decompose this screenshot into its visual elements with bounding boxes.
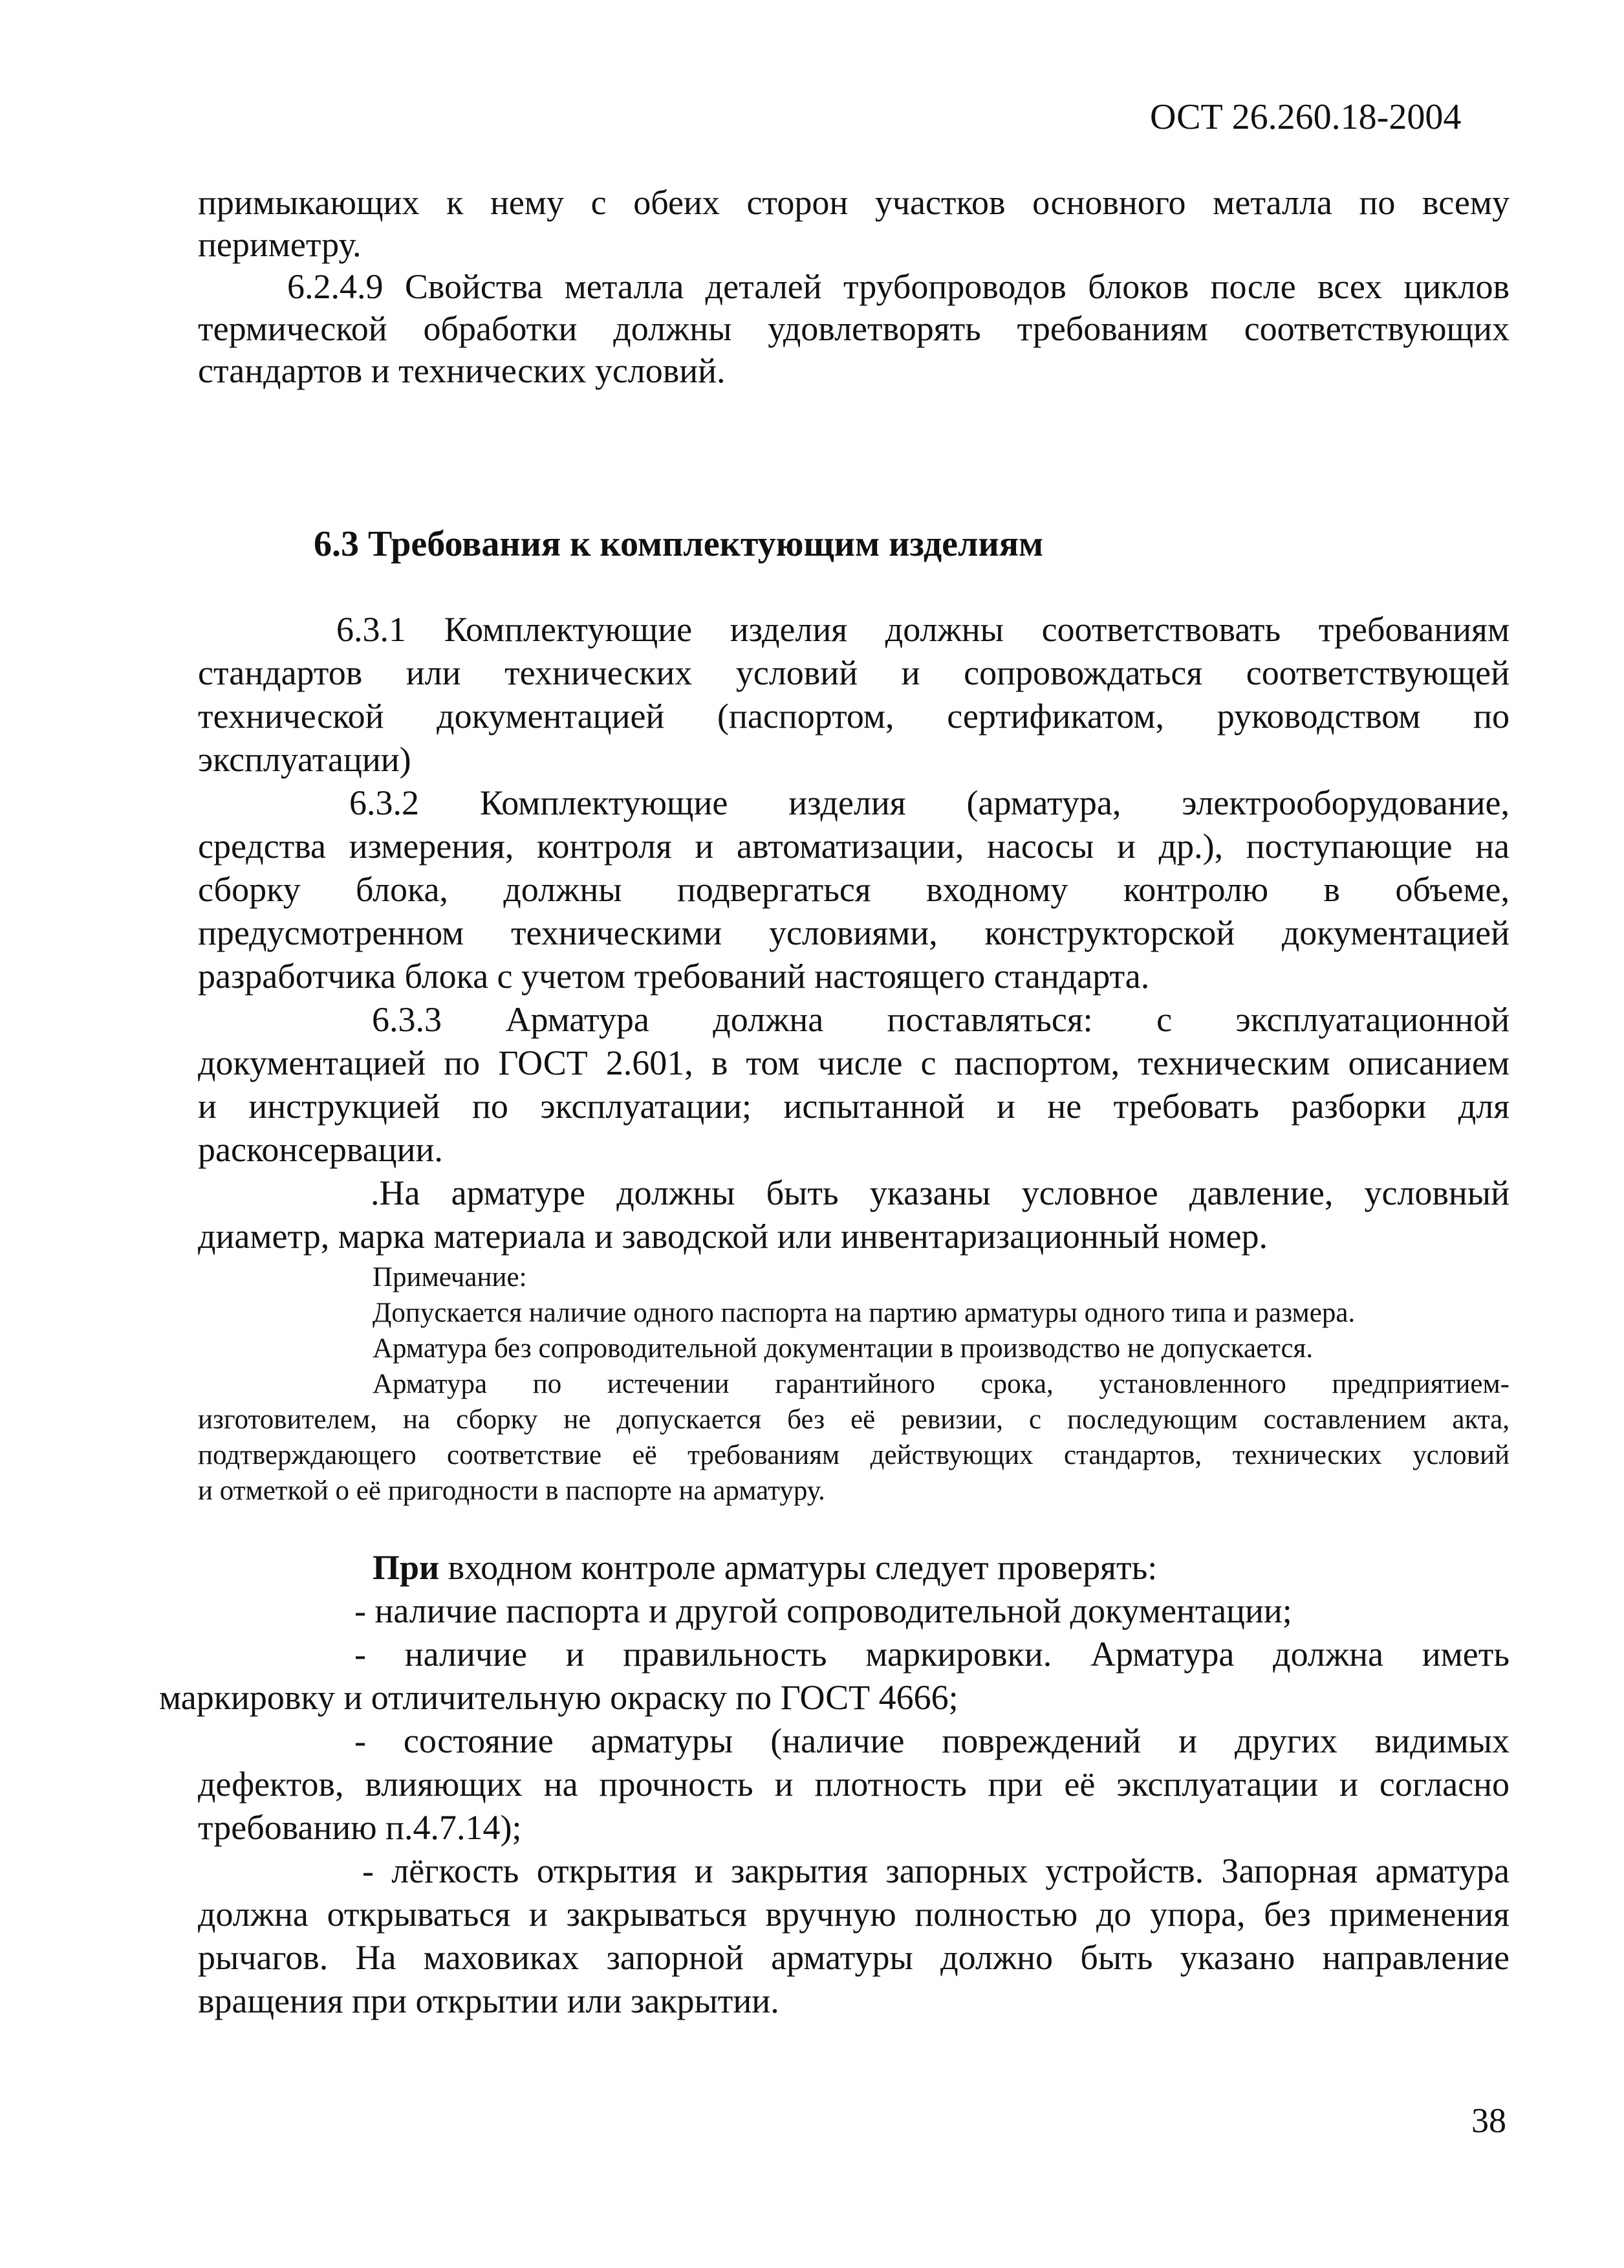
note-line: изготовителем, на сборку не допускается без её ревизии, с последующим составлением акта, (198, 1404, 1510, 1435)
body-line: предусмотренном техническими условиями, конструкторской документацией (198, 913, 1510, 952)
body-line: стандартов и технических условий. (198, 351, 726, 390)
note-line: подтверждающего соответствие её требованиям действующих стандартов, технических условий (198, 1440, 1510, 1470)
note-line: Арматура без сопроводительной документации в производство не допускается. (373, 1333, 1314, 1364)
body-line: требованию п.4.7.14); (198, 1808, 522, 1847)
body-line: 6.3.2 Комплектующие изделия (арматура, электрооборудование, (349, 783, 1510, 822)
body-line: 6.2.4.9 Свойства металла деталей трубопроводов блоков после всех циклов (287, 267, 1510, 306)
body-line: расконсервации. (198, 1130, 443, 1169)
note-label: Примечание: (373, 1262, 527, 1292)
document-code-header: ОСТ 26.260.18-2004 (1150, 97, 1462, 137)
bold-lead-word: При (373, 1548, 440, 1587)
body-line: термической обработки должны удовлетворять требованиям соответствующих (198, 309, 1510, 348)
body-line: периметру. (198, 225, 362, 264)
body-line: эксплуатации) (198, 740, 411, 779)
body-line: маркировку и отличительную окраску по ГОСТ 4666; (159, 1678, 958, 1717)
section-heading: 6.3 Требования к комплектующим изделиям (314, 524, 1044, 564)
list-item: - лёгкость открытия и закрытия запорных устройств. Запорная арматура (362, 1851, 1510, 1890)
note-line: Арматура по истечении гарантийного срока, установленного предприятием- (373, 1369, 1510, 1399)
body-line: стандартов или технических условий и сопровождаться соответствующей (198, 653, 1510, 692)
body-line (373, 1546, 1157, 1589)
body-line: .На арматуре должны быть указаны условное давление, условный (371, 1173, 1510, 1212)
list-item: - состояние арматуры (наличие повреждений и других видимых (354, 1721, 1510, 1760)
page-number: 38 (1471, 2101, 1506, 2140)
body-line: средства измерения, контроля и автоматизации, насосы и др.), поступающие на (198, 827, 1510, 866)
body-line: документацией по ГОСТ 2.601, в том числе с паспортом, техническим описанием (198, 1043, 1510, 1082)
body-line: дефектов, влияющих на прочность и плотность при её эксплуатации и согласно (198, 1765, 1510, 1804)
list-item: - наличие и правильность маркировки. Арматура должна иметь (354, 1635, 1510, 1674)
body-line: диаметр, марка материала и заводской или инвентаризационный номер. (198, 1217, 1268, 1256)
body-line: должна открываться и закрываться вручную полностью до упора, без применения (198, 1895, 1510, 1934)
body-line: и инструкцией по эксплуатации; испытанной и не требовать разборки для (198, 1087, 1510, 1126)
body-line: технической документацией (паспортом, сертификатом, руководством по (198, 697, 1510, 736)
body-line: 6.3.1 Комплектующие изделия должны соответствовать требованиям (336, 610, 1510, 649)
note-line: Допускается наличие одного паспорта на партию арматуры одного типа и размера. (373, 1298, 1356, 1328)
body-line: рычагов. На маховиках запорной арматуры должно быть указано направление (198, 1938, 1510, 1977)
body-line: вращения при открытии или закрытии. (198, 1981, 779, 2020)
body-line: сборку блока, должны подвергаться входному контролю в объеме, (198, 870, 1510, 909)
list-item: - наличие паспорта и другой сопроводительной документации; (354, 1591, 1292, 1630)
body-line: 6.3.3 Арматура должна поставляться: с эксплуатационной (372, 1000, 1510, 1039)
body-line: разработчика блока с учетом требований настоящего стандарта. (198, 957, 1150, 996)
body-line: примыкающих к нему с обеих сторон участков основного металла по всему (198, 183, 1510, 222)
body-text: входном контроле арматуры следует проверять: (439, 1548, 1158, 1587)
note-line: и отметкой о её пригодности в паспорте на арматуру. (198, 1476, 825, 1506)
